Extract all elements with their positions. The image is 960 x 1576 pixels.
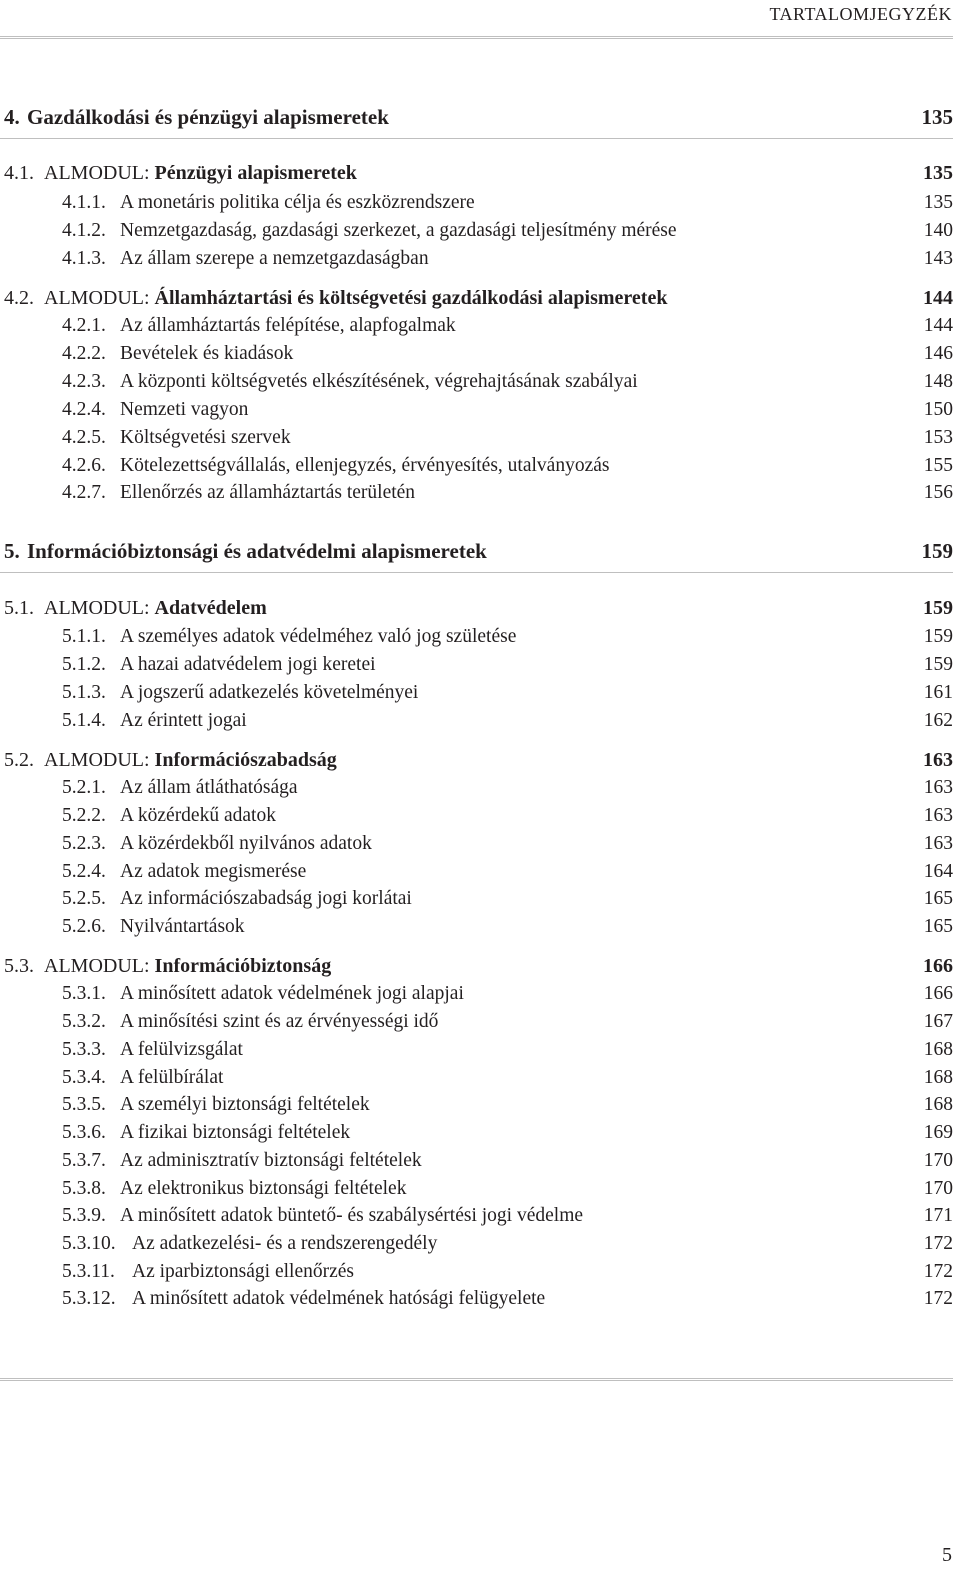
toc-module[interactable] xyxy=(0,162,953,190)
toc-item[interactable] xyxy=(0,805,953,833)
toc-number: 5.2. xyxy=(4,749,34,771)
toc-module-prefix: ALMODUL: xyxy=(44,749,155,771)
toc-number: 5.2.1. xyxy=(62,777,106,798)
toc-page-number: 166 xyxy=(923,983,953,1004)
chapter-rule xyxy=(0,572,953,573)
toc-item[interactable] xyxy=(0,861,953,889)
toc-item[interactable] xyxy=(0,1233,953,1261)
toc-item[interactable] xyxy=(0,888,953,916)
toc-module-prefix: ALMODUL: xyxy=(44,162,155,184)
toc-page-number: 163 xyxy=(923,749,953,771)
toc-number: 4.2.5. xyxy=(62,427,106,448)
toc-number: 4.2.6. xyxy=(62,455,106,476)
toc-title: A központi költségvetés elkészítésének, végrehajtásának szabályai xyxy=(120,371,638,392)
toc-item[interactable] xyxy=(0,654,953,682)
toc-item[interactable] xyxy=(0,682,953,710)
toc-module-prefix: ALMODUL: xyxy=(44,955,155,977)
toc-number: 5.3.12. xyxy=(62,1288,116,1309)
toc-number: 4.2.4. xyxy=(62,399,106,420)
toc-page-number: 168 xyxy=(923,1039,953,1060)
toc-title: A monetáris politika célja és eszközrendszere xyxy=(120,192,475,213)
toc-page-number: 148 xyxy=(923,371,953,392)
toc-item[interactable] xyxy=(0,1122,953,1150)
toc-item[interactable] xyxy=(0,192,953,220)
toc-page-number: 159 xyxy=(923,597,953,619)
toc-title: A felülbírálat xyxy=(120,1067,224,1088)
toc-page-number: 159 xyxy=(923,626,953,647)
toc-number: 4.2.1. xyxy=(62,315,106,336)
toc-number: 5.2.3. xyxy=(62,833,106,854)
toc-page-number: 167 xyxy=(923,1011,953,1032)
toc-item[interactable] xyxy=(0,315,953,343)
toc-number: 5.3.11. xyxy=(62,1261,115,1282)
toc-title: Ellenőrzés az államháztartás területén xyxy=(120,482,416,503)
toc-title: Az állam átláthatósága xyxy=(120,777,298,798)
toc-number: 4. xyxy=(4,105,20,129)
toc-number: 5.2.4. xyxy=(62,861,106,882)
toc-page-number: 143 xyxy=(923,248,953,269)
toc-number: 5.1. xyxy=(4,597,34,619)
toc-page-number: 172 xyxy=(923,1233,953,1254)
toc-number: 5.3.3. xyxy=(62,1039,106,1060)
toc-page-number: 150 xyxy=(923,399,953,420)
toc-number: 5.3.8. xyxy=(62,1178,106,1199)
toc-number: 5.3.6. xyxy=(62,1122,106,1143)
toc-title: Az adminisztratív biztonsági feltételek xyxy=(120,1150,422,1171)
toc-title: Nemzeti vagyon xyxy=(120,399,249,420)
header-rule xyxy=(0,36,953,41)
toc-page-number: 146 xyxy=(923,343,953,364)
toc-module-name: Információszabadság xyxy=(154,749,337,771)
toc-page-number: 164 xyxy=(923,861,953,882)
toc-item[interactable] xyxy=(0,371,953,399)
toc-chapter[interactable] xyxy=(0,539,953,567)
toc-title: A minősített adatok védelmének jogi alapjai xyxy=(120,983,464,1004)
toc-title: Nemzetgazdaság, gazdasági szerkezet, a gazdasági teljesítmény mérése xyxy=(120,220,677,241)
toc-title: Információbiztonsági és adatvédelmi alapismeretek xyxy=(27,539,487,563)
toc-number: 4.1. xyxy=(4,162,34,184)
toc-module[interactable] xyxy=(0,955,953,983)
running-header: TARTALOMJEGYZÉK xyxy=(769,4,952,24)
toc-title: Az adatkezelési- és a rendszerengedély xyxy=(132,1233,438,1254)
page-number: 5 xyxy=(942,1544,952,1566)
toc-title: A minősített adatok büntető- és szabálysértési jogi védelme xyxy=(120,1205,584,1226)
toc-page-number: 153 xyxy=(923,427,953,448)
toc-title xyxy=(44,955,331,978)
toc-page-number: 170 xyxy=(923,1150,953,1171)
toc-module-prefix: ALMODUL: xyxy=(44,287,155,309)
toc-number: 4.2.3. xyxy=(62,371,106,392)
toc-title: A minősített adatok védelmének hatósági felügyelete xyxy=(132,1288,546,1309)
toc-item[interactable] xyxy=(0,1094,953,1122)
toc-title xyxy=(44,162,357,185)
toc-page-number: 170 xyxy=(923,1178,953,1199)
toc-item[interactable] xyxy=(0,1150,953,1178)
toc-number: 5.2.5. xyxy=(62,888,106,909)
toc-page-number: 163 xyxy=(923,805,953,826)
toc-title: Az elektronikus biztonsági feltételek xyxy=(120,1178,407,1199)
toc-title: Gazdálkodási és pénzügyi alapismeretek xyxy=(27,105,389,129)
toc-item[interactable] xyxy=(0,427,953,455)
toc-number: 5.3.4. xyxy=(62,1067,106,1088)
toc-page-number: 163 xyxy=(923,833,953,854)
toc-number: 5.1.1. xyxy=(62,626,106,647)
toc-number: 5.3.10. xyxy=(62,1233,116,1254)
toc-item[interactable] xyxy=(0,248,953,276)
toc-module[interactable] xyxy=(0,287,953,315)
toc-item[interactable] xyxy=(0,1178,953,1206)
toc-title xyxy=(44,749,337,772)
toc-item[interactable] xyxy=(0,1205,953,1233)
toc-module[interactable] xyxy=(0,749,953,777)
toc-number: 5.3.2. xyxy=(62,1011,106,1032)
toc-item[interactable] xyxy=(0,983,953,1011)
toc-item[interactable] xyxy=(0,1261,953,1289)
toc-title: Költségvetési szervek xyxy=(120,427,291,448)
toc-number: 4.2.7. xyxy=(62,482,106,503)
toc-title: A közérdekből nyilvános adatok xyxy=(120,833,372,854)
toc-title: A felülvizsgálat xyxy=(120,1039,243,1060)
toc-title: Az információszabadság jogi korlátai xyxy=(120,888,412,909)
toc-page-number: 144 xyxy=(923,287,953,309)
toc-title: A személyes adatok védelméhez való jog születése xyxy=(120,626,517,647)
toc-title: Az államháztartás felépítése, alapfogalmak xyxy=(120,315,456,336)
toc-module-prefix: ALMODUL: xyxy=(44,597,155,619)
toc-page-number: 166 xyxy=(923,955,953,977)
toc-number: 5.3. xyxy=(4,955,34,977)
toc-page-number: 162 xyxy=(923,710,953,731)
toc-page-number: 165 xyxy=(923,888,953,909)
toc-title: A hazai adatvédelem jogi keretei xyxy=(120,654,376,675)
toc-number: 5. xyxy=(4,539,20,563)
toc-title: Bevételek és kiadások xyxy=(120,343,294,364)
toc-item[interactable] xyxy=(0,220,953,248)
toc-number: 5.3.1. xyxy=(62,983,106,1004)
toc-item[interactable] xyxy=(0,399,953,427)
toc-item[interactable] xyxy=(0,1067,953,1095)
toc-item[interactable] xyxy=(0,777,953,805)
toc-page-number: 155 xyxy=(923,455,953,476)
toc-title: A jogszerű adatkezelés követelményei xyxy=(120,682,419,703)
toc-title: A fizikai biztonsági feltételek xyxy=(120,1122,351,1143)
toc-page-number: 161 xyxy=(923,682,953,703)
toc-page-number: 135 xyxy=(923,192,953,213)
toc-page-number: 159 xyxy=(921,539,953,563)
toc-item[interactable] xyxy=(0,343,953,371)
toc-number: 5.3.9. xyxy=(62,1205,106,1226)
toc-page-number: 135 xyxy=(921,105,953,129)
toc-module-name: Pénzügyi alapismeretek xyxy=(154,162,357,184)
toc-page-number: 163 xyxy=(923,777,953,798)
toc-number: 4.1.2. xyxy=(62,220,106,241)
footer-rule xyxy=(0,1378,953,1383)
toc-title: A közérdekű adatok xyxy=(120,805,276,826)
toc-number: 5.1.4. xyxy=(62,710,106,731)
toc-number: 5.1.2. xyxy=(62,654,106,675)
toc-title: Az érintett jogai xyxy=(120,710,247,731)
toc-page-number: 168 xyxy=(923,1067,953,1088)
toc-item[interactable] xyxy=(0,710,953,738)
toc-title: Az állam szerepe a nemzetgazdaságban xyxy=(120,248,429,269)
toc-number: 4.2. xyxy=(4,287,34,309)
toc-page-number: 135 xyxy=(923,162,953,184)
toc-module-name: Adatvédelem xyxy=(154,597,267,619)
toc-item[interactable] xyxy=(0,626,953,654)
toc-title: A személyi biztonsági feltételek xyxy=(120,1094,370,1115)
toc-item[interactable] xyxy=(0,482,953,510)
toc-number: 5.3.5. xyxy=(62,1094,106,1115)
chapter-rule xyxy=(0,138,953,139)
toc-page-number: 172 xyxy=(923,1288,953,1309)
toc-module[interactable] xyxy=(0,597,953,625)
toc-chapter[interactable] xyxy=(0,105,953,133)
toc-title: Nyilvántartások xyxy=(120,916,245,937)
toc-item[interactable] xyxy=(0,455,953,483)
toc-module-name: Államháztartási és költségvetési gazdálkodási alapismeretek xyxy=(154,287,668,309)
toc-page-number: 140 xyxy=(923,220,953,241)
toc-number: 4.1.1. xyxy=(62,192,106,213)
toc-item[interactable] xyxy=(0,1039,953,1067)
toc-title xyxy=(44,287,667,310)
toc-number: 5.2.6. xyxy=(62,916,106,937)
toc-title: Az adatok megismerése xyxy=(120,861,307,882)
toc-page-number: 168 xyxy=(923,1094,953,1115)
toc-title xyxy=(44,597,267,620)
toc-number: 5.2.2. xyxy=(62,805,106,826)
toc-page-number: 171 xyxy=(923,1205,953,1226)
toc-page-number: 172 xyxy=(923,1261,953,1282)
toc-page-number: 165 xyxy=(923,916,953,937)
toc-number: 4.2.2. xyxy=(62,343,106,364)
toc-module-name: Információbiztonság xyxy=(154,955,332,977)
toc-item[interactable] xyxy=(0,833,953,861)
toc-title: Kötelezettségvállalás, ellenjegyzés, érvényesítés, utalványozás xyxy=(120,455,610,476)
toc-title: A minősítési szint és az érvényességi idő xyxy=(120,1011,439,1032)
toc-title: Az iparbiztonsági ellenőrzés xyxy=(132,1261,354,1282)
toc-item[interactable] xyxy=(0,1288,953,1316)
toc-number: 4.1.3. xyxy=(62,248,106,269)
toc-item[interactable] xyxy=(0,916,953,944)
toc-page-number: 159 xyxy=(923,654,953,675)
toc-page-number: 156 xyxy=(923,482,953,503)
toc-number: 5.3.7. xyxy=(62,1150,106,1171)
toc-page-number: 144 xyxy=(923,315,953,336)
toc-page-number: 169 xyxy=(923,1122,953,1143)
toc-item[interactable] xyxy=(0,1011,953,1039)
toc-number: 5.1.3. xyxy=(62,682,106,703)
